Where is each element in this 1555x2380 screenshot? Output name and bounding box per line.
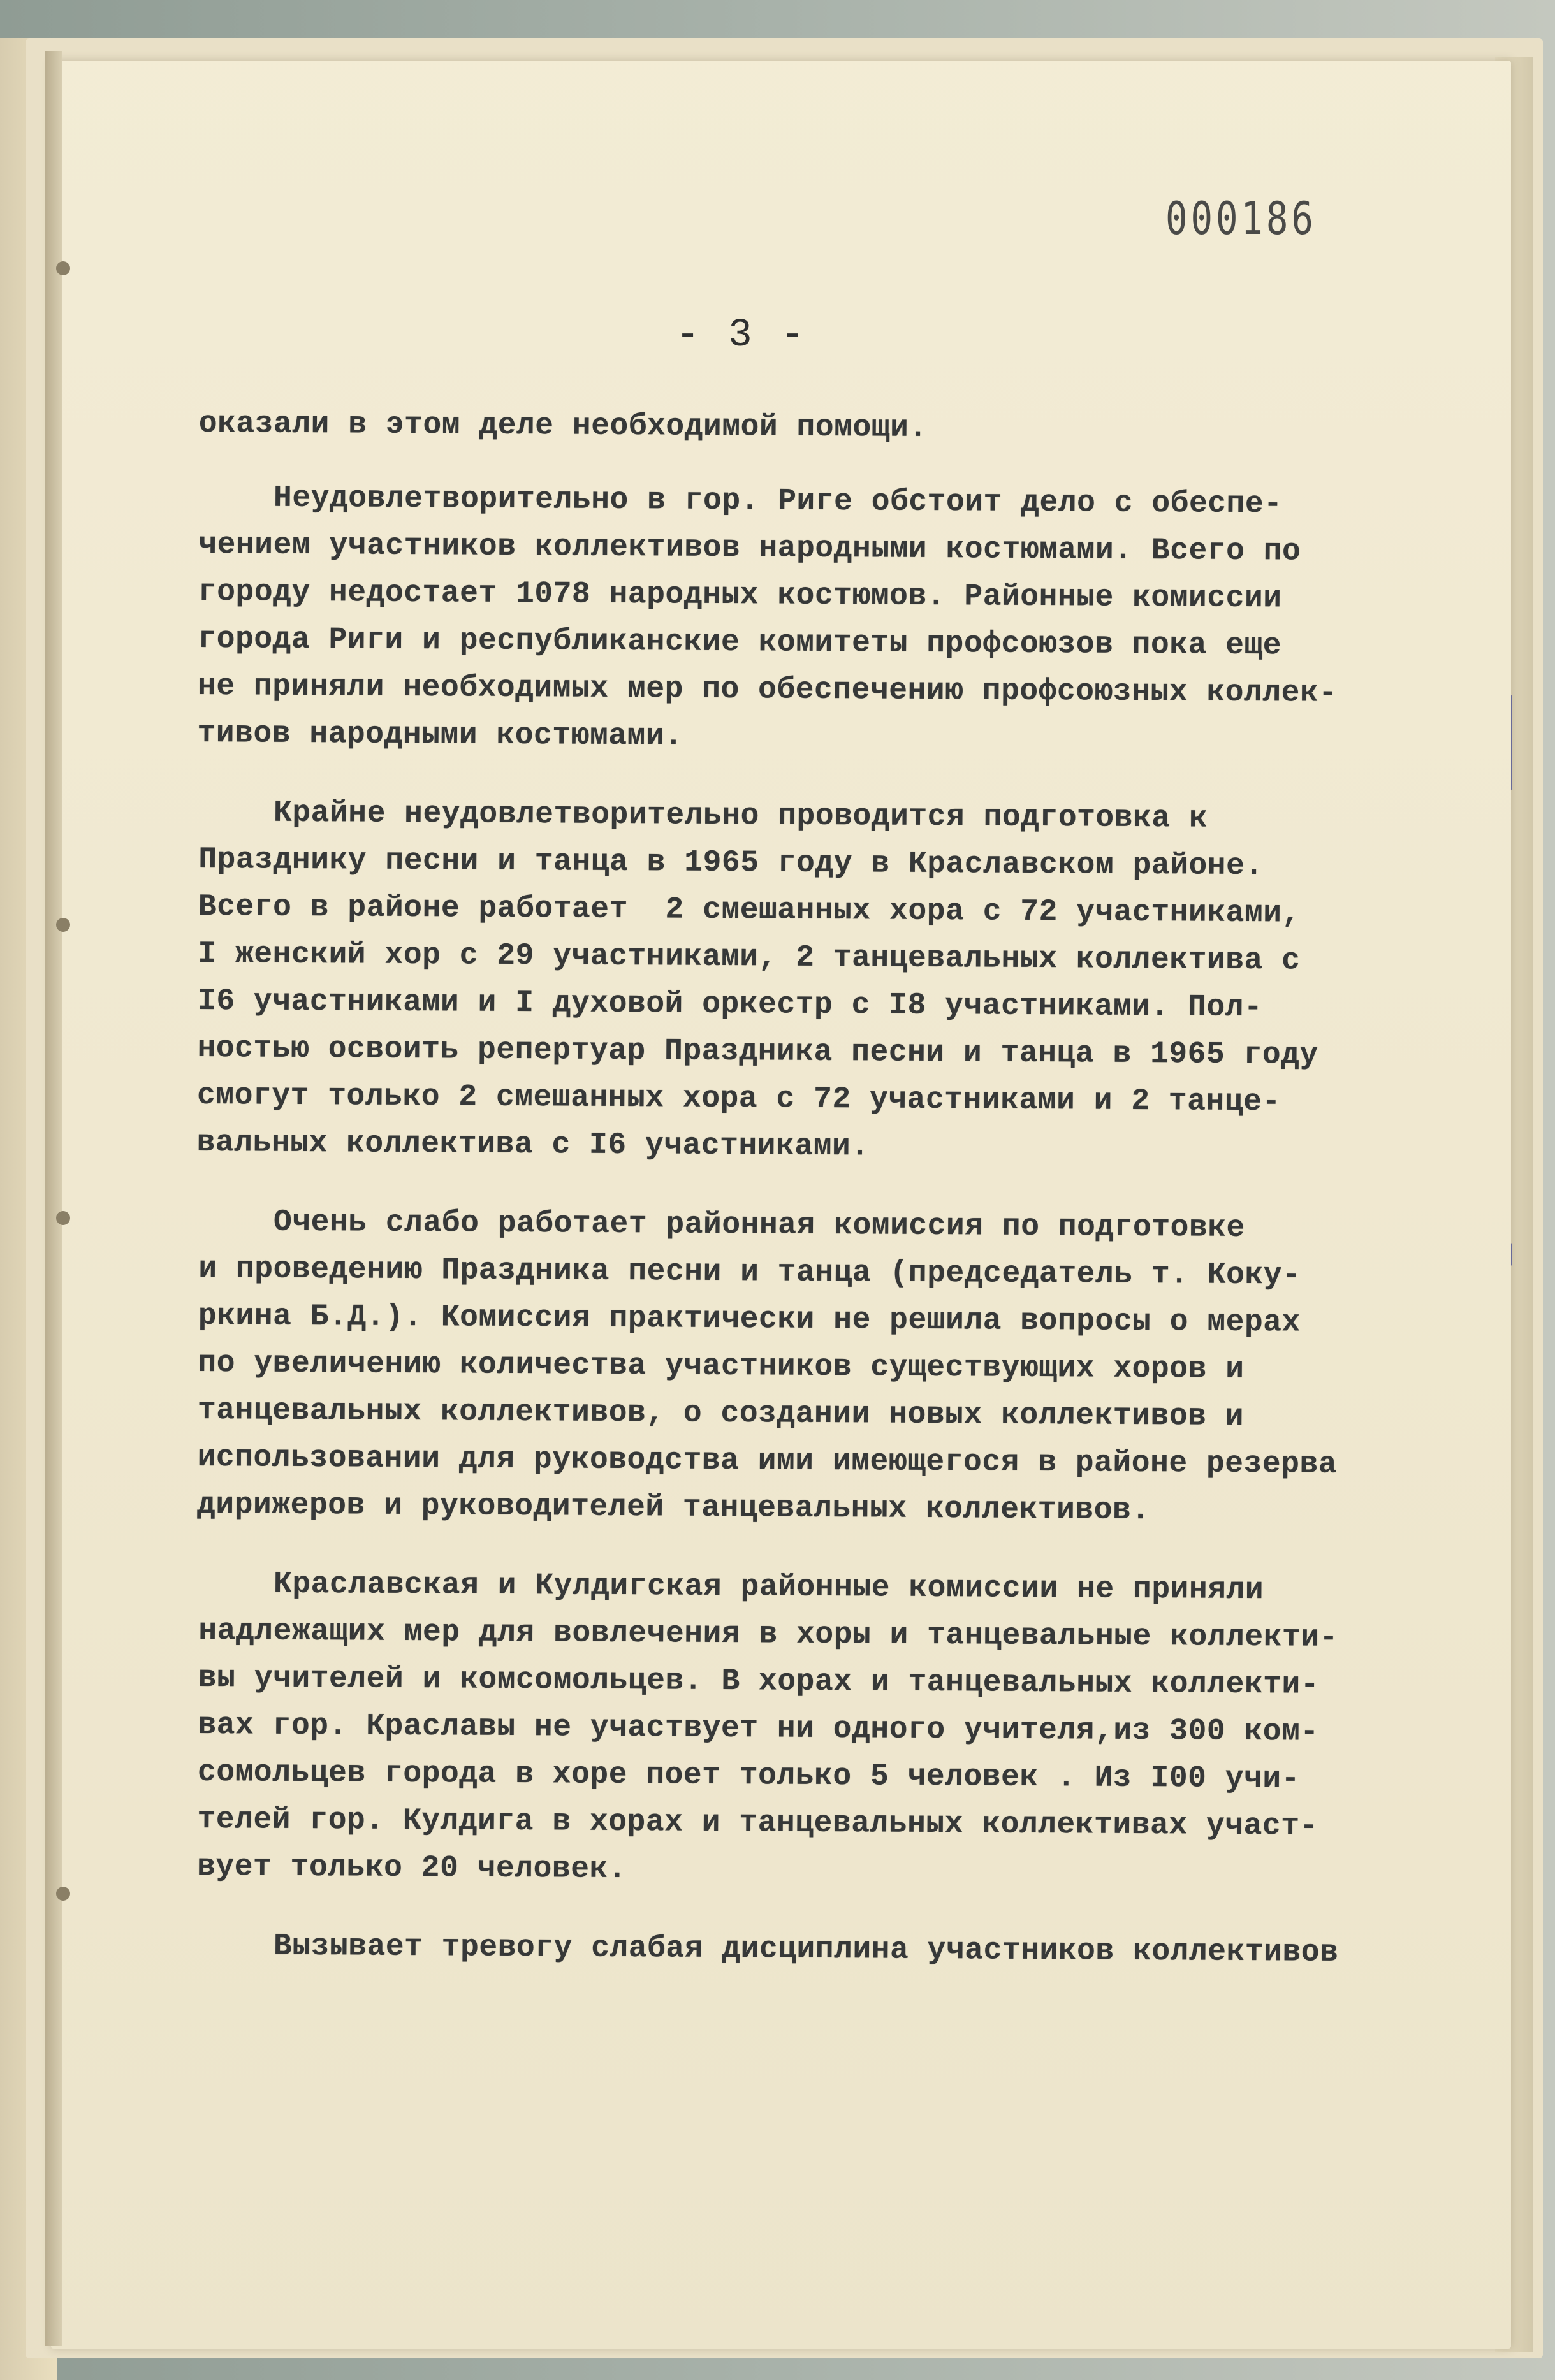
paragraph: оказали в этом деле необходимой помощи.: [198, 406, 928, 446]
paragraph: Краславская и Кулдигская районные комиссии не приняли надлежащих мер для вовлечения в хоры и танцевальные коллекти- вы учителей и комсомольцев. В хорах и танцевальных коллекти- вах гор. Краславы не участвует ни одного учителя,из 300 ком- сомольцев города в хоре поет только 5 человек . Из I00 учи- телей гор. Кулдига в хорах и танцевальных коллективах участ- вует только 20 человек.: [196, 1566, 1339, 1887]
archive-number: 000186: [1165, 192, 1317, 245]
page-binding: [45, 51, 62, 2346]
paragraph: Очень слабо работает районная комиссия по подготовке и проведению Праздника песни и танца (председатель т. Коку- ркина Б.Д.). Комиссия практически не решила вопросы о мерах по увеличению количества участников существующих хоров и танцевальных коллективов, о создании новых коллективов и использовании для руководства ими имеющегося в районе резерва дирижеров и руководителей танцевальных коллективов.: [196, 1204, 1338, 1528]
paragraph: Вызывает тревогу слабая дисциплина участников коллективов: [198, 1928, 1339, 1970]
page-marker: - 3 -: [676, 312, 808, 358]
binding-stitch: [56, 918, 70, 932]
paragraph: Крайне неудовлетворительно проводится подготовка к Празднику песни и танца в 1965 году в Краславском районе. Всего в районе работает 2 смешанных хора с 72 участниками, I женский хор с 29 участниками, 2 танцевальных коллектива с I6 участниками и I духовой оркестр с I8 участниками. Пол- ностью освоить репертуар Праздника песни и танца в 1965 году смогут только 2 смешанных хора с 72 участниками и 2 танце- вальных коллектива с I6 участниками.: [196, 795, 1318, 1165]
binding-stitch: [56, 261, 70, 275]
body-text: [196, 400, 1449, 1970]
paragraph: Неудовлетворительно в гор. Риге обстоит дело с обеспе- чением участников коллективов народными костюмами. Всего по городу недостает 1078 народных костюмов. Районные комиссии города Риги и республиканские комитеты профсоюзов пока еще не приняли необходимых мер по обеспечению профсоюзных коллек- тивов народными костюмами.: [197, 480, 1338, 754]
binding-stitch: [56, 1887, 70, 1901]
binding-stitch: [56, 1211, 70, 1225]
